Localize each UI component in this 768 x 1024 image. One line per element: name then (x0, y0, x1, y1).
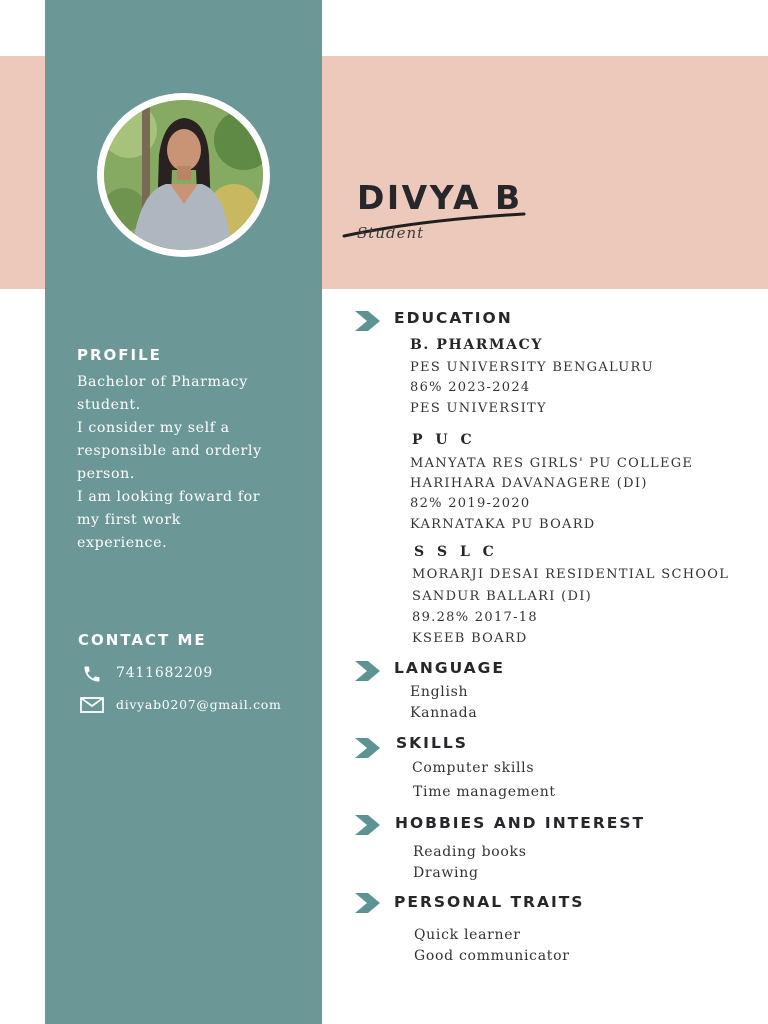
trait-item: Good communicator (414, 948, 570, 964)
profile-line: I consider my self a (77, 420, 230, 436)
hobby-item: Reading books (413, 844, 527, 860)
education-line: PES UNIVERSITY (410, 401, 547, 416)
hobbies-heading: HOBBIES AND INTEREST (395, 814, 646, 832)
education-line: 86% 2023-2024 (410, 380, 531, 395)
profile-line: responsible and orderly (77, 443, 262, 459)
education-line: 89.28% 2017-18 (412, 610, 538, 625)
chevron-right-icon (355, 815, 380, 835)
contact-phone[interactable]: 7411682209 (116, 665, 214, 681)
education-line: 82% 2019-2020 (410, 496, 531, 511)
education-line: KSEEB BOARD (412, 631, 528, 646)
language-item: Kannada (410, 705, 478, 721)
candidate-name: DIVYA B (357, 178, 523, 217)
email-icon (80, 697, 104, 713)
contact-email[interactable]: divyab0207@gmail.com (116, 697, 282, 712)
avatar (104, 100, 263, 250)
profile-heading: PROFILE (77, 346, 162, 364)
skill-item: Computer skills (412, 760, 535, 776)
profile-line: student. (77, 397, 141, 413)
profile-line: Bachelor of Pharmacy (77, 374, 248, 390)
skill-item: Time management (413, 784, 556, 800)
profile-line: experience. (77, 535, 168, 551)
candidate-role: Student (357, 224, 425, 242)
profile-text (77, 371, 317, 555)
traits-heading: PERSONAL TRAITS (394, 893, 585, 911)
degree-puc: P U C (412, 432, 476, 448)
hobby-item: Drawing (413, 865, 479, 881)
language-heading: LANGUAGE (394, 659, 505, 677)
education-line: KARNATAKA PU BOARD (410, 517, 596, 532)
chevron-right-icon (355, 893, 380, 913)
education-heading: EDUCATION (394, 309, 513, 327)
chevron-right-icon (355, 661, 380, 681)
education-line: MANYATA RES GIRLS' PU COLLEGE (410, 456, 694, 471)
education-line: PES UNIVERSITY BENGALURU (410, 360, 654, 375)
education-line: SANDUR BALLARI (DI) (412, 589, 593, 604)
education-line: HARIHARA DAVANAGERE (DI) (410, 476, 648, 491)
portrait-photo (104, 100, 263, 250)
skills-heading: SKILLS (396, 734, 468, 752)
contact-heading: CONTACT ME (78, 631, 207, 649)
chevron-right-icon (355, 311, 380, 331)
education-line: MORARJI DESAI RESIDENTIAL SCHOOL (412, 567, 730, 582)
profile-line: I am looking foward for (77, 489, 261, 505)
degree-sslc: S S L C (414, 544, 498, 560)
profile-line: person. (77, 466, 135, 482)
chevron-right-icon (355, 738, 380, 758)
degree-bpharm: B. PHARMACY (410, 337, 543, 353)
language-item: English (410, 684, 469, 700)
trait-item: Quick learner (414, 927, 521, 943)
phone-icon (82, 664, 102, 684)
profile-line: my first work (77, 512, 181, 528)
